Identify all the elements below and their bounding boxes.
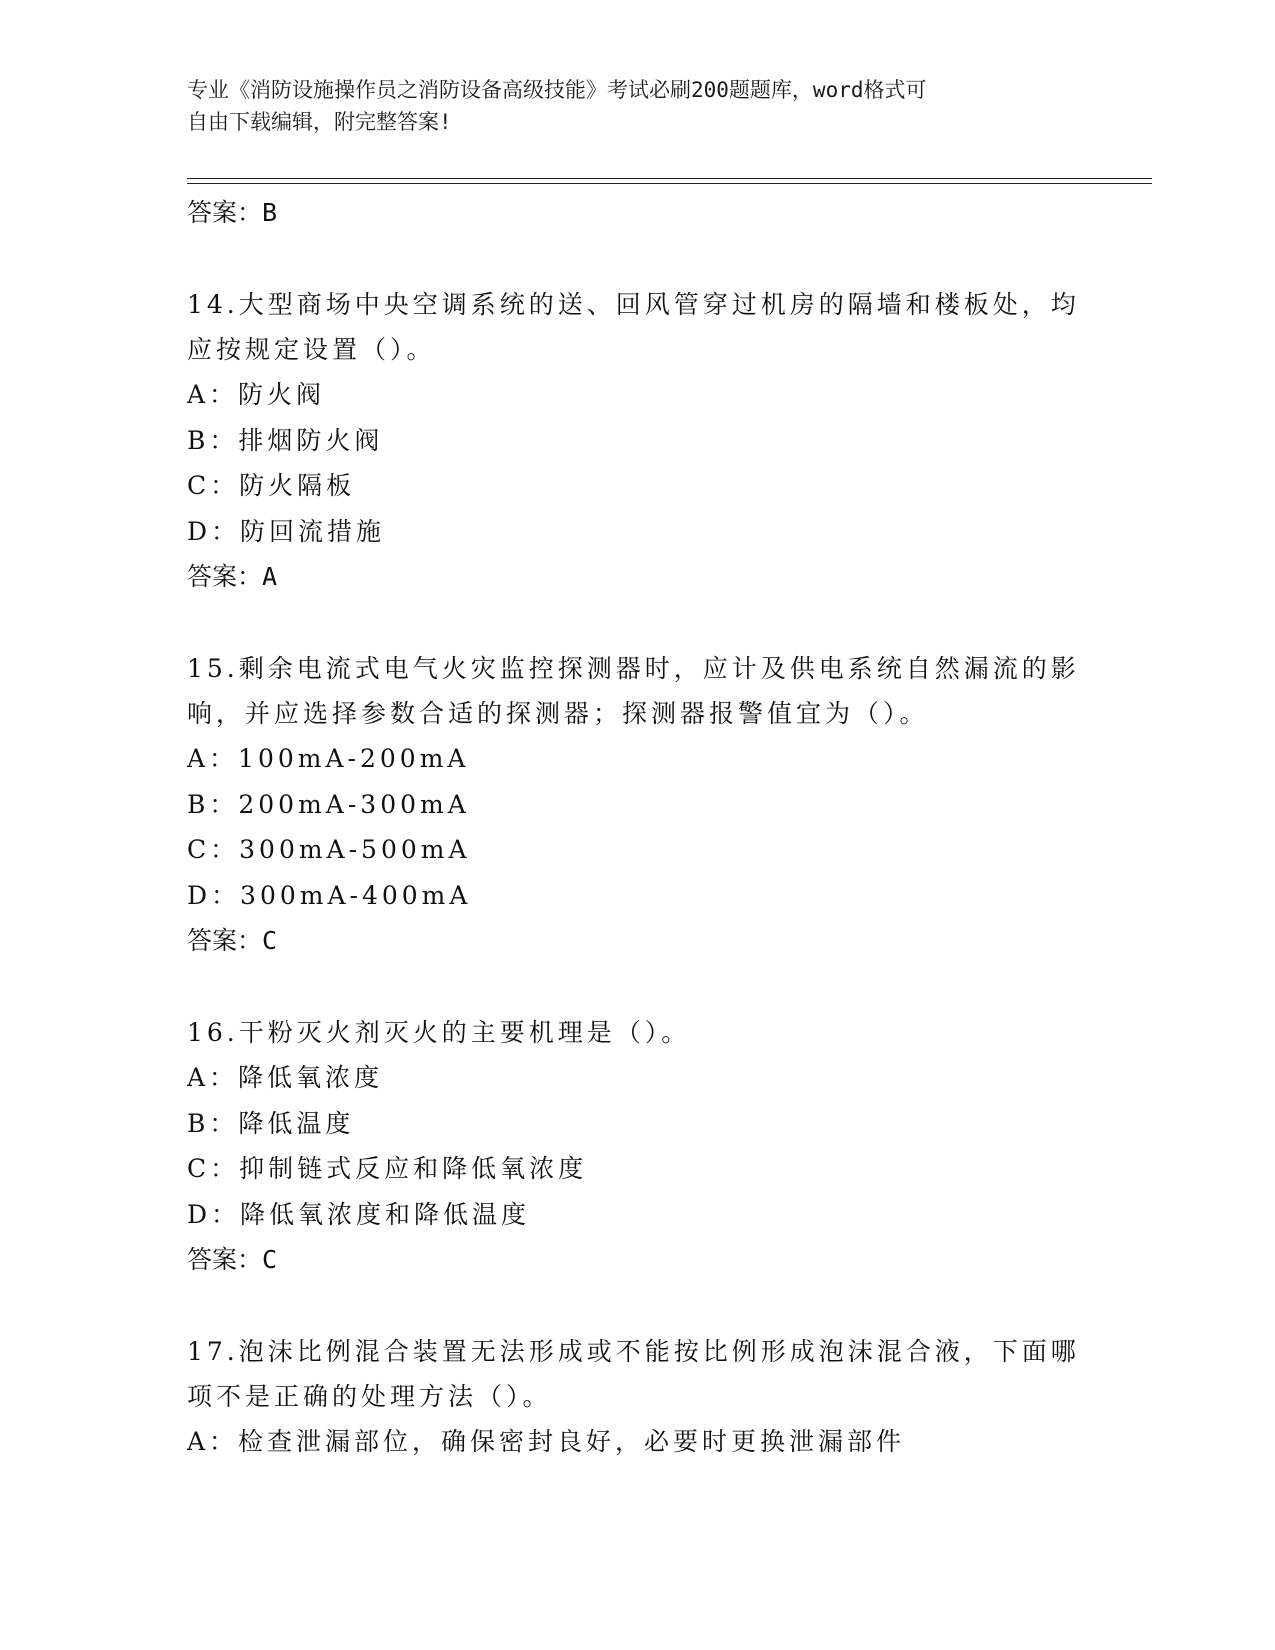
- option-d: D：300mA-400mA: [187, 880, 472, 910]
- option-a: A：防火阀: [187, 380, 326, 409]
- option-a: A：100mA-200mA: [187, 744, 470, 773]
- question-text: 应按规定设置（）。: [187, 335, 436, 364]
- question-text: 响，并应选择参数合适的探测器；探测器报警值宜为（）。: [187, 699, 929, 728]
- option-c: C：300mA-500mA: [187, 835, 471, 864]
- option-c: C：抑制链式反应和降低氧浓度: [187, 1154, 588, 1183]
- option-b: B：200mA-300mA: [187, 789, 470, 819]
- option-d: D：降低氧浓度和降低温度: [187, 1199, 531, 1229]
- spacer: [187, 600, 1087, 646]
- question-block: [187, 1329, 1087, 1465]
- option-b: B：降低温度: [187, 1108, 355, 1138]
- page-header: [187, 74, 1067, 138]
- header-line-1: 专业《消防设施操作员之消防设备高级技能》考试必刷200题题库，word格式可: [187, 78, 927, 102]
- question-block: [187, 282, 1087, 600]
- question-text: 14.大型商场中央空调系统的送、回风管穿过机房的隔墙和楼板处，均: [187, 290, 1080, 319]
- previous-answer: 答案：B: [187, 198, 278, 227]
- answer: 答案：C: [187, 926, 278, 955]
- option-a: A：降低氧浓度: [187, 1063, 384, 1092]
- option-d: D：防回流措施: [187, 516, 386, 546]
- header-rule-top: [187, 178, 1152, 179]
- header-rule-bottom: [187, 183, 1152, 184]
- question-block: [187, 646, 1087, 964]
- question-text: 17.泡沫比例混合装置无法形成或不能按比例形成泡沫混合液，下面哪: [187, 1337, 1080, 1366]
- question-block: [187, 1010, 1087, 1283]
- answer: 答案：A: [187, 562, 278, 591]
- option-b: B：排烟防火阀: [187, 425, 384, 455]
- question-text: 项不是正确的处理方法（）。: [187, 1382, 552, 1411]
- header-line-2: 自由下载编辑，附完整答案!: [187, 110, 452, 134]
- question-text: 15.剩余电流式电气火灾监控探测器时，应计及供电系统自然漏流的影: [187, 654, 1080, 683]
- question-text: 16.干粉灭火剂灭火的主要机理是（）。: [187, 1018, 691, 1047]
- answer: 答案：C: [187, 1245, 278, 1274]
- spacer: [187, 236, 1087, 282]
- question-content: [187, 190, 1087, 1465]
- option-c: C：防火隔板: [187, 471, 356, 500]
- spacer: [187, 1283, 1087, 1329]
- option-a: A：检查泄漏部位，确保密封良好，必要时更换泄漏部件: [187, 1427, 906, 1456]
- spacer: [187, 964, 1087, 1010]
